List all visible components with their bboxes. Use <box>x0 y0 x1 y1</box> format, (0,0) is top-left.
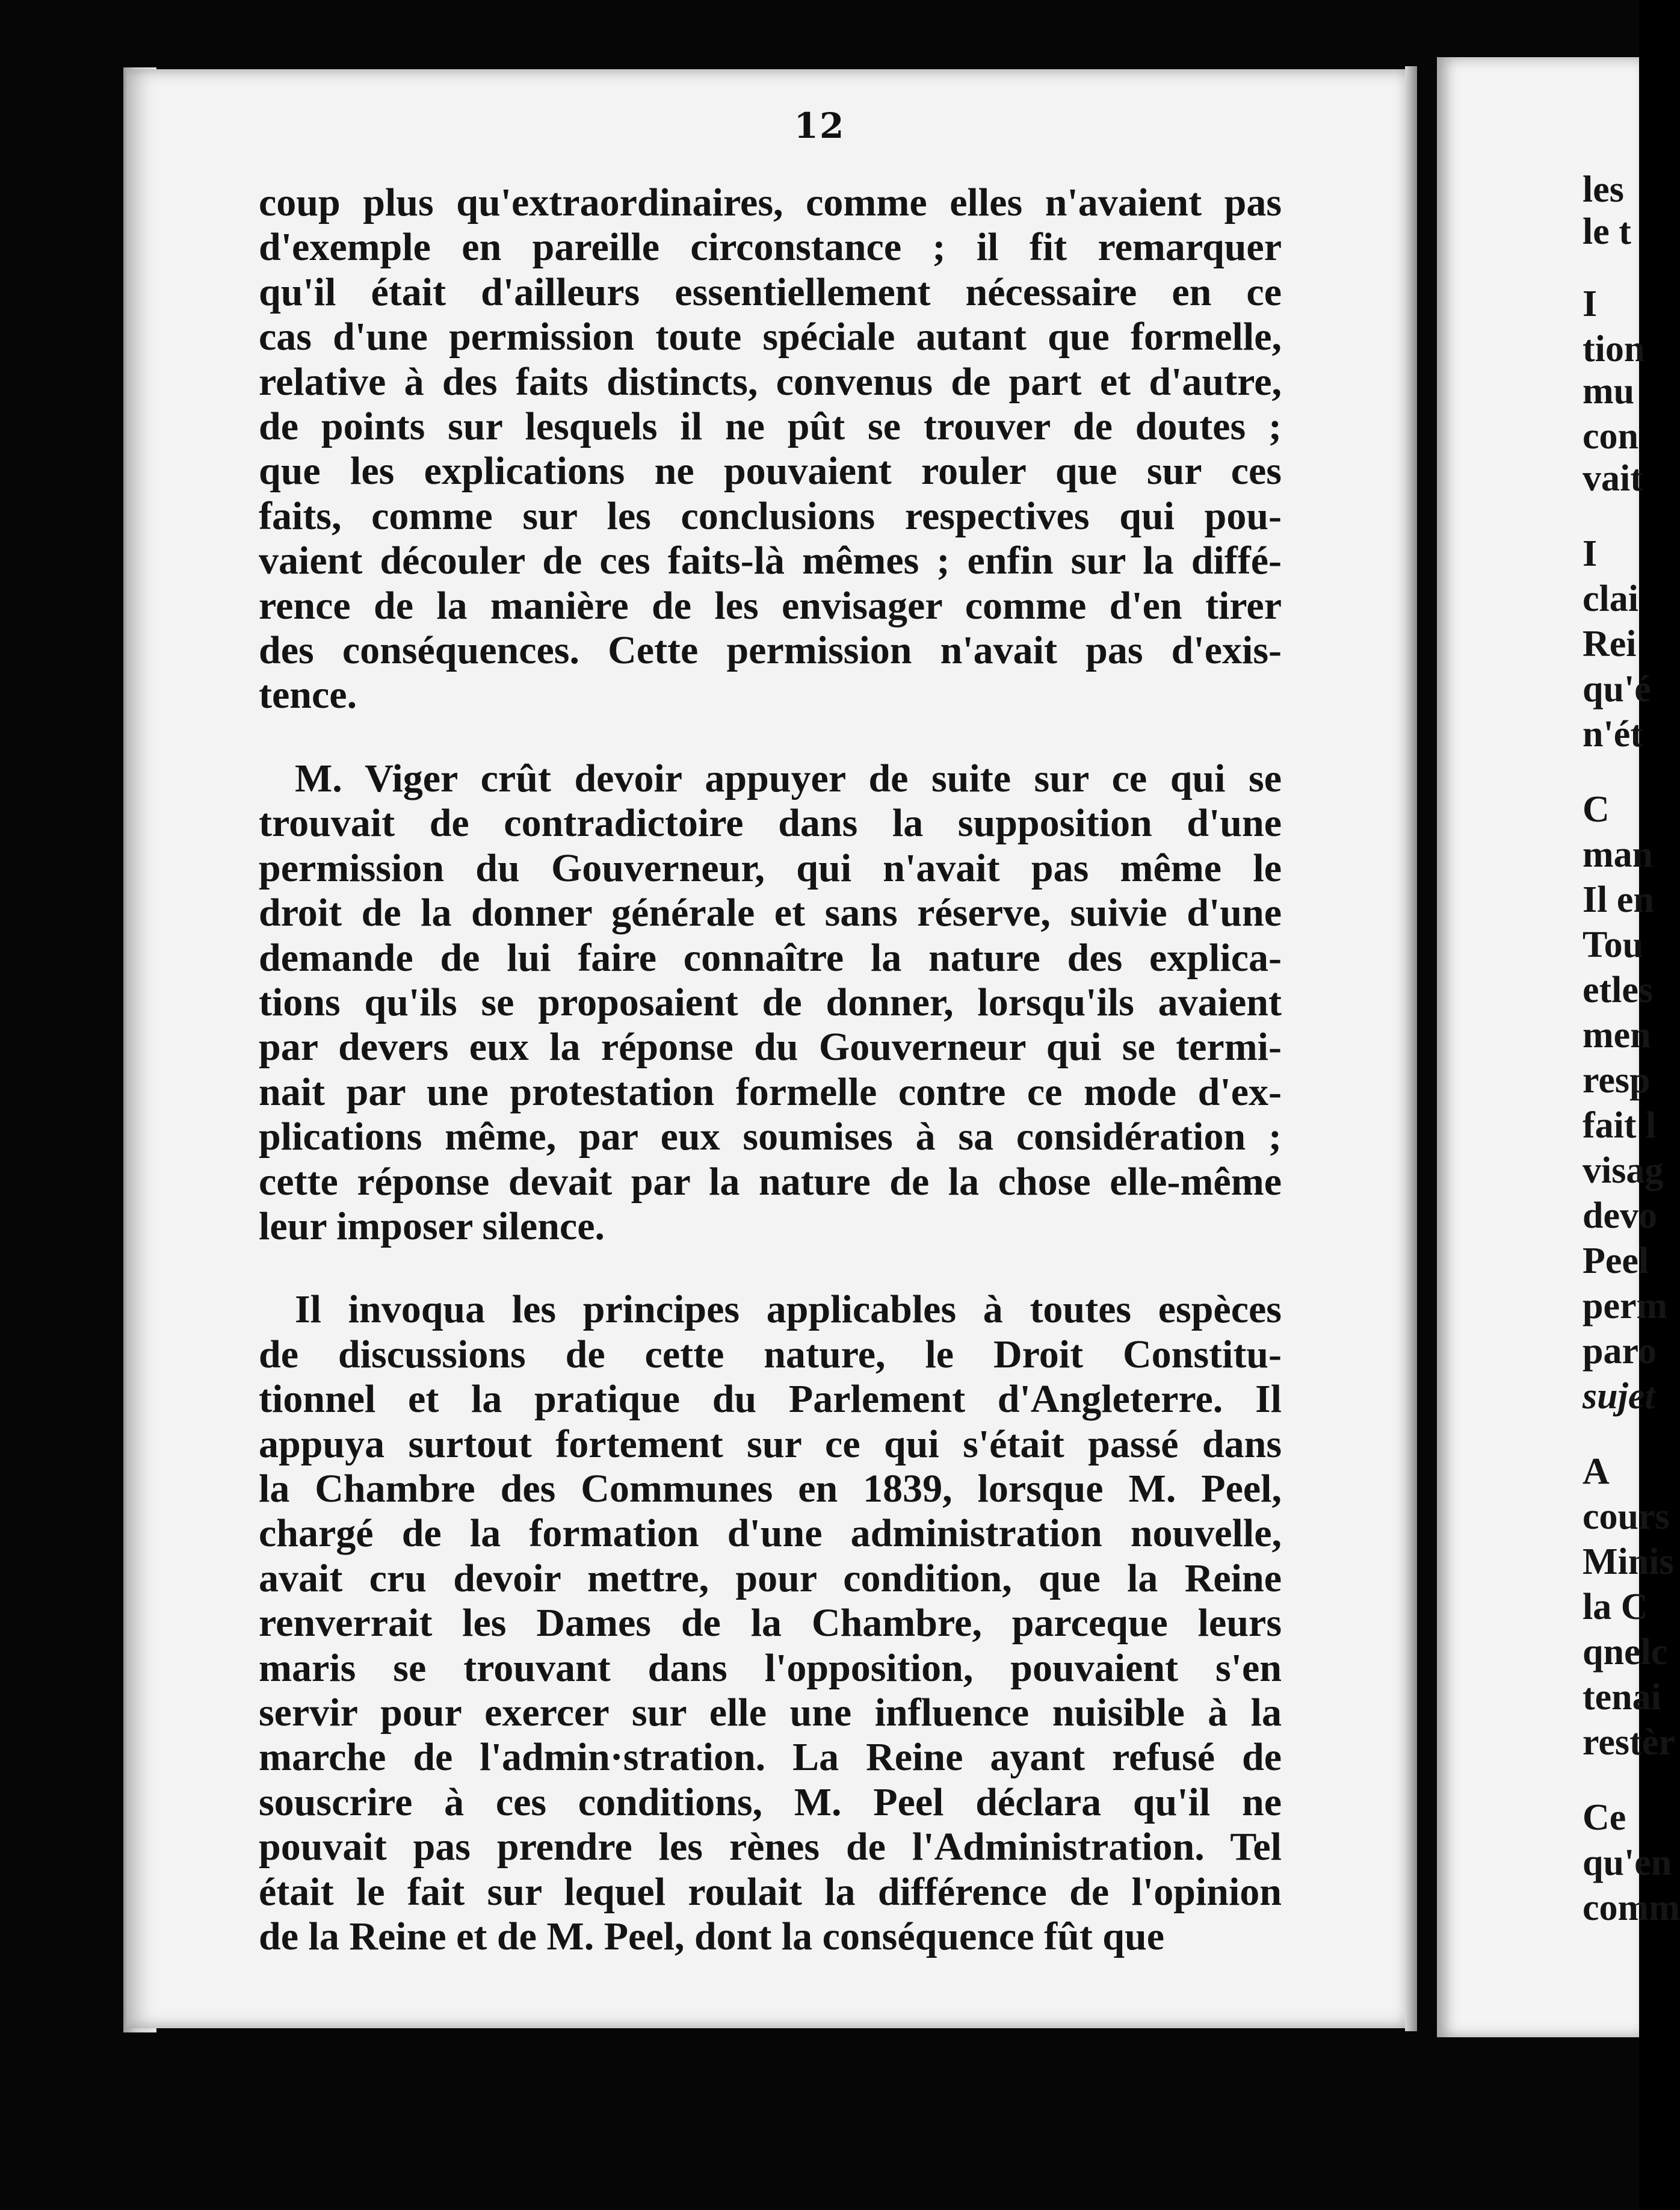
text-line: permission du Gouverneur, qui n'avait pas même le <box>259 846 1282 890</box>
facing-page-fragment: comm <box>1583 1887 1680 1928</box>
facing-page-fragment: Tou <box>1583 924 1644 965</box>
page-body-text <box>259 181 1282 1959</box>
text-line: de discussions de cette nature, le Droit Constitu- <box>259 1332 1282 1376</box>
text-line: des conséquences. Cette permission n'avait pas d'exis- <box>259 628 1282 673</box>
text-line: demande de lui faire connaître la nature des explica- <box>259 935 1282 980</box>
text-line: marche de l'admin·stration. La Reine ayant refusé de <box>259 1735 1282 1780</box>
text-line: renverrait les Dames de la Chambre, parceque leurs <box>259 1601 1282 1645</box>
text-line: servir pour exercer sur elle une influence nuisible à la <box>259 1691 1282 1735</box>
facing-page-fragment: qu'é <box>1583 669 1651 710</box>
text-line: cette réponse devait par la nature de la chose elle-même <box>259 1159 1282 1204</box>
facing-page-fragment: tenai <box>1583 1677 1661 1718</box>
facing-page-fragment: sujet <box>1583 1376 1655 1417</box>
text-line: plications même, par eux soumises à sa considération ; <box>259 1115 1282 1159</box>
text-line: appuya surtout fortement sur ce qui s'était passé dans <box>259 1422 1282 1466</box>
facing-page-fragment: Ce <box>1583 1797 1626 1838</box>
facing-page-fragment: resp <box>1583 1060 1651 1101</box>
text-line: nait par une protestation formelle contre ce mode d'ex- <box>259 1069 1282 1114</box>
page-edge <box>1405 66 1417 2031</box>
facing-page-fragment: con <box>1583 416 1638 457</box>
facing-page-fragment: qu'en <box>1583 1842 1672 1883</box>
text-line: trouvait de contradictoire dans la supposition d'une <box>259 801 1282 846</box>
facing-page-fragment: Il en <box>1583 879 1654 920</box>
facing-page-fragment: devo <box>1583 1195 1657 1236</box>
facing-page-fragment: tion <box>1583 329 1645 370</box>
text-line: était le fait sur lequel roulait la différence de l'opinion <box>259 1869 1282 1914</box>
text-line: tence. <box>259 673 357 717</box>
facing-page-fragment: I <box>1583 283 1598 324</box>
text-line: la Chambre des Communes en 1839, lorsque M. Peel, <box>259 1466 1282 1511</box>
facing-page-fragment: C <box>1583 789 1610 830</box>
facing-page-fragment: mu <box>1583 371 1635 412</box>
text-line: coup plus qu'extraordinaires, comme elles n'avaient pas <box>259 181 1282 224</box>
facing-page-fragment: qnelc <box>1583 1632 1668 1673</box>
text-line: relative à des faits distincts, convenus de part et d'autre, <box>259 359 1282 404</box>
facing-page-fragment: le t <box>1583 211 1631 252</box>
text-line: avait cru devoir mettre, pour condition, que la Reine <box>259 1556 1282 1600</box>
paragraph <box>259 757 1282 1249</box>
page-number: 12 <box>794 105 845 146</box>
text-line: que les explications ne pouvaient rouler que sur ces <box>259 449 1282 494</box>
facing-page-fragment: perm <box>1583 1286 1668 1326</box>
facing-page-fragment: fait l <box>1583 1105 1657 1146</box>
text-line: chargé de la formation d'une administration nouvelle, <box>259 1511 1282 1556</box>
facing-page-fragment: clai <box>1583 578 1638 619</box>
text-line: tions qu'ils se proposaient de donner, lorsqu'ils avaient <box>259 980 1282 1024</box>
facing-page-fragment: Peel <box>1583 1240 1649 1281</box>
text-line: leur imposer silence. <box>259 1204 605 1248</box>
facing-page-fragment: vait <box>1583 458 1643 499</box>
facing-page-fragment: cours <box>1583 1496 1670 1537</box>
paragraph <box>259 181 1282 718</box>
text-line: de points sur lesquels il ne pût se trouver de doutes ; <box>259 404 1282 449</box>
facing-page-fragment: visag <box>1583 1150 1664 1191</box>
facing-page-fragment: men <box>1583 1015 1651 1056</box>
text-line: cas d'une permission toute spéciale autant que formelle, <box>259 315 1282 359</box>
paragraph <box>259 1287 1282 1959</box>
text-line: Il invoqua les principes applicables à toutes espèces <box>295 1287 1282 1332</box>
facing-page-fragment: la C <box>1583 1586 1648 1627</box>
text-line: tionnel et la pratique du Parlement d'Angleterre. Il <box>259 1377 1282 1422</box>
facing-page-fragment: A <box>1583 1451 1610 1492</box>
text-line: vaient découler de ces faits-là mêmes ; enfin sur la diffé- <box>259 539 1282 583</box>
facing-page-fragment: paro <box>1583 1331 1657 1372</box>
facing-page-fragment: restèr <box>1583 1722 1675 1763</box>
facing-page-fragment: I <box>1583 533 1598 574</box>
facing-page-fragment: les <box>1583 169 1624 210</box>
text-line: droit de la donner générale et sans réserve, suivie d'une <box>259 891 1282 935</box>
text-line: par devers eux la réponse du Gouverneur qui se termi- <box>259 1025 1282 1069</box>
facing-page-fragment: Rei <box>1583 624 1637 664</box>
text-line: rence de la manière de les envisager comme d'en tirer <box>259 583 1282 628</box>
text-line: maris se trouvant dans l'opposition, pouvaient s'en <box>259 1645 1282 1690</box>
text-line: de la Reine et de M. Peel, dont la conséquence fût que <box>259 1914 1165 1959</box>
facing-page-fragment: etles <box>1583 970 1654 1011</box>
text-line: qu'il était d'ailleurs essentiellement nécessaire en ce <box>259 270 1282 314</box>
text-line: souscrire à ces conditions, M. Peel déclara qu'il ne <box>259 1780 1282 1824</box>
facing-page-fragment: Minis <box>1583 1541 1674 1582</box>
facing-page-fragment: n'ét <box>1583 714 1643 755</box>
text-line: faits, comme sur les conclusions respectives qui pou- <box>259 494 1282 538</box>
text-line: d'exemple en pareille circonstance ; il fit remarquer <box>259 225 1282 270</box>
facing-page-fragment: man <box>1583 834 1654 875</box>
text-line: pouvait pas prendre les rènes de l'Administration. Tel <box>259 1825 1282 1869</box>
text-line: M. Viger crût devoir appuyer de suite sur ce qui se <box>295 756 1282 800</box>
